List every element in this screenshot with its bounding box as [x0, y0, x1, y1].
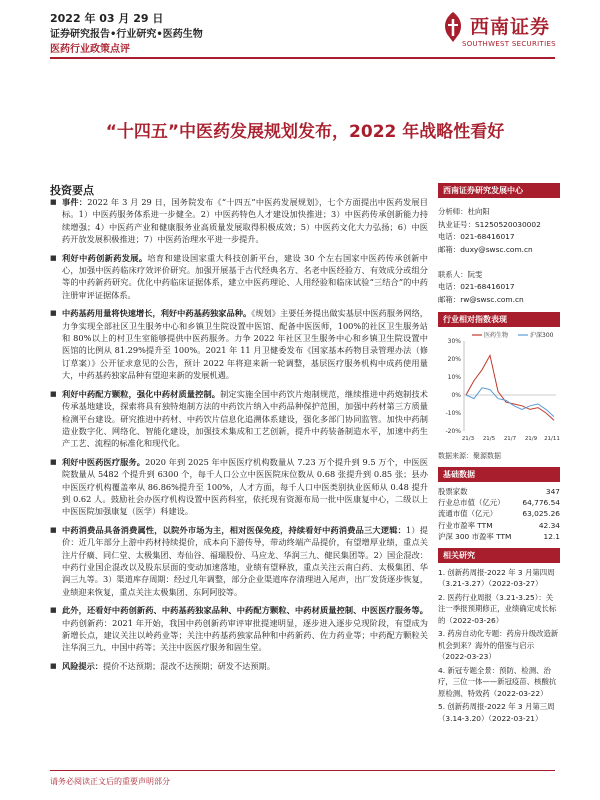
index-chart: [438, 327, 560, 449]
report-date: 2022 年 03 月 29 日: [50, 12, 164, 25]
related-item[interactable]: 1. 创新药周报-2022 年 3 月第四周（3.21-3.27）（2022-03-27）: [438, 567, 555, 589]
related-item[interactable]: 4. 新冠专题全景：预防、检测、治疗，三位一体——新冠疫苗、核酸抗原检测、特效药（2022-03-22）: [438, 665, 557, 698]
x-tick-label: 21/5: [482, 436, 496, 442]
index-chart-svg: [438, 327, 560, 449]
analyst-line: [438, 269, 560, 282]
footer-divider: [50, 770, 555, 771]
analyst-label: 电话：: [438, 232, 461, 241]
x-tick-label: 21/9: [524, 436, 538, 442]
analyst-value: 阮雯: [467, 269, 483, 279]
y-tick-label: 20%: [447, 356, 461, 363]
basic-data-label: 行业总市值（亿元）: [438, 498, 505, 508]
analyst-value: S1250520030002: [474, 219, 541, 229]
y-tick-label: 0%: [451, 392, 461, 399]
analyst-label: 执业证号：: [438, 219, 475, 229]
analyst-label: 联系人：: [438, 269, 468, 279]
analyst-line: [438, 206, 560, 219]
analyst-line: [438, 294, 560, 307]
analyst-line: [438, 231, 560, 244]
analysts-header: 西南证券研究发展中心: [438, 183, 560, 198]
basic-data-label: 股票家数: [438, 487, 468, 496]
bullet-lead: 此外，还看好中药创新药、中药基药独家品种、中药配方颗粒、中药材质量控制、中医医疗服务等。: [62, 605, 428, 616]
analyst-label: 邮箱：: [438, 244, 461, 254]
logo-name: 西南证券: [470, 16, 551, 38]
analyst-label: 邮箱：: [438, 294, 461, 304]
basic-data-label: 流通市值（亿元）: [438, 509, 498, 519]
bullet-item: [50, 660, 428, 672]
bullet-item: [50, 388, 428, 450]
analyst-list: [438, 206, 560, 306]
legend-label: 医药生物: [484, 332, 509, 339]
bullet-text: 2020 年到 2025 年中医医疗机构数量从 7.23 万个提升到 9.5 万个，中医医院数量从 5482 个提升到 6300 个，每千人口公立中医医院床位数从 0.68 张提升到 0.85 张；县办中医医疗机构覆盖率从 86.86%提升至 100%，人才方面，每千人口中医类别执业医师从 0.48 提升到 0.62 人。鼓励社会办医疗机构设置中医药科室，依托现有资源布局一批中医康复中心，二级以上中医医院加强康复（医学）科建设。: [62, 456, 428, 517]
bullet-text: 提价不达预期；混改不达预期；研发不达预期。: [102, 660, 275, 671]
logo-english: SOUTHWEST SECURITIES: [462, 40, 556, 48]
report-title: “十四五”中医药发展规划发布，2022 年战略性看好: [105, 122, 505, 142]
bullet-lead: 中药基药用量将快速增长，利好中药基药独家品种。: [62, 308, 252, 319]
chart-source: 数据来源：聚源数据: [438, 452, 501, 460]
bullet-lead: 事件：: [62, 197, 88, 207]
report-type: 证券研究报告•行业研究•医药生物: [50, 29, 203, 40]
report-category: 医药行业政策点评: [50, 44, 130, 55]
analyst-label: 电话：: [438, 282, 461, 291]
bullet-text: 1）提价：近几年部分上游中药材持续提价，成本向下游传导，带动终端产品提价，有望增厚业绩，重点关注片仔癀、同仁堂、太极集团、寿仙谷、福瑞股份、马应龙、华润三九、健民集团等。2）国企混改：中药行业国企混改以及股东层面的变动加速落地，业绩有望释放，重点关注云南白药、太极集团、华润三九等。3）渠道库存周期：经过几年调整，部分企业渠道库存清理进入尾声，出厂发货逐步恢复，业绩迎来恢复，重点关注太极集团、东阿阿胶等。: [62, 524, 428, 597]
analyst-line: [438, 281, 560, 294]
basic-data-value: 347: [545, 487, 560, 496]
x-tick-label: 21/7: [503, 436, 517, 442]
y-tick-label: -10%: [445, 410, 461, 417]
basic-data-label: 行业市盈率 TTM: [438, 520, 493, 530]
analyst-value: duxy@swsc.com.cn: [460, 244, 533, 254]
related-item[interactable]: 3. 药房自动化专题：药房升级改造新机会到来？海外的借鉴与启示（2022-03-23）: [438, 629, 559, 662]
header-divider: [50, 57, 555, 59]
sidebar: [438, 183, 560, 726]
bullet-item: [50, 604, 428, 654]
analyst-line: [438, 256, 560, 269]
related-item[interactable]: 5. 创新药周报-2022 年 3 月第三周（3.14-3.20）（2022-03-21）: [438, 702, 555, 723]
analyst-line: [438, 219, 560, 232]
bullet-lead: 利好中药创新药发展。: [62, 252, 148, 263]
bullet-lead: 利好中医药医疗服务。: [62, 456, 146, 467]
basic-data-row: [438, 486, 560, 497]
basic-data-row: [438, 520, 560, 531]
basic-data-header: 基础数据: [438, 467, 560, 482]
analyst-value: 021-68416017: [460, 282, 515, 291]
series-line: [466, 388, 554, 417]
legend-label: 沪深300: [530, 332, 554, 339]
bullet-item: [50, 307, 428, 381]
analyst-label: 分析师：: [438, 207, 468, 216]
analyst-line: [438, 244, 560, 257]
analyst-value: 021-68416017: [460, 232, 515, 241]
footer-disclaimer: 请务必阅读正文后的重要声明部分: [50, 777, 170, 786]
bullet-item: [50, 456, 428, 518]
section-title: 投资要点: [50, 184, 94, 197]
basic-data-value: 63,025.26: [522, 509, 560, 519]
bullet-text: 《规划》主要任务提出做实基层中医药服务网络，力争实现全部社区卫生服务中心和乡镇卫生院设置中医馆、配备中医医师，100%的社区卫生服务站和 80%以上的村卫生室能够提供中医药服务。力争 2022 年社区卫生服务中心和乡镇卫生院设置中医馆的比例从 81.29%提升至 100%。2021 年 11 月卫健委发布《国家基本药物目录管理办法（修订草案）》公开征求意见的公告，预计 2022 年将迎来新一轮调整，基层医疗服务机构中成药使用量大，中药基药独家品种有望迎来新的发展机遇。: [62, 308, 428, 381]
main-content: [50, 196, 428, 678]
bullet-text: 培育和建设国家重大科技创新平台，建设 30 个左右国家中医药传承创新中心，加强中医药临床疗效评价研究。加强开展基于古代经典名方、名老中医经验方、有效成分或组分等的中药新药研究。优化中药临床证据体系，建立中医药理论、人用经验和临床试验“三结合”的中药注册审评证据体系。: [62, 252, 428, 300]
y-tick-label: -20%: [445, 428, 461, 435]
y-tick-label: 10%: [447, 374, 461, 381]
series-line: [466, 355, 554, 420]
basic-data-table: [438, 486, 560, 542]
basic-data-value: 42.34: [538, 520, 560, 530]
bullet-text: 制定实施全国中药饮片炮制规范，继续推进中药炮制技术传承基地建设，探索将具有独特炮制方法的中药饮片纳入中药品种保护范围，加强中药材第三方质量检测平台建设。研究推进中药材、中药饮片信息化追溯体系建设，强化多部门协同监管。加快中药制造业数字化、网络化、智能化建设，加强技术集成和工艺创新，提升中药装备制造水平，加速中药生产工艺、流程的标准化和现代化。: [62, 388, 428, 449]
basic-data-value: 64,776.54: [522, 498, 560, 508]
analyst-value: rw@swsc.com.cn: [460, 294, 524, 304]
bullet-lead: 中药消费品具备消费属性，以院外市场为主，相对医保免疫，持续看好中药消费品三大逻辑：: [62, 524, 406, 535]
basic-data-row: [438, 497, 560, 508]
x-tick-label: 21/3: [461, 436, 475, 442]
x-tick-label: 21/11: [544, 436, 560, 442]
logo-emblem-icon: [440, 10, 466, 44]
related-header: 相关研究: [438, 548, 560, 563]
basic-data-label: 沪深 300 市盈率 TTM: [438, 531, 512, 541]
related-item[interactable]: 2. 医药行业周报（3.21-3.25）：关注一季报预期修正，业绩确定成长标的（2022-03-26）: [438, 592, 557, 625]
analyst-value: 杜向阳: [467, 207, 490, 216]
y-tick-label: 30%: [447, 338, 461, 345]
basic-data-value: 12.1: [543, 531, 560, 541]
basic-data-row: [438, 508, 560, 519]
bullet-item: [50, 524, 428, 598]
bullet-item: [50, 196, 428, 246]
chart-header: 行业相对指数表现: [438, 312, 560, 327]
bullet-text: 中药创新药：2021 年开始，我国中药创新药审评审批提速明显，逐步进入逐步兑现阶段，有望成为新增长点，建议关注以岭药业等；关注中药基药独家品种和中药新药、佐力药业等；中药配方颗粒关注华润三九、中国中药等；关注中医医疗服务和固生堂。: [62, 617, 428, 653]
bullet-lead: 利好中药配方颗粒，强化中药材质量控制。: [62, 388, 221, 399]
bullet-text: 2022 年 3 月 29 日，国务院发布《“十四五”中医药发展规划》，七个方面提出中医药发展目标。1）中医药服务体系进一步健全。2）中医药特色人才建设加快推进；3）中医药传承创新能力持续增强；4）中医药产业和健康服务业高质量发展取得积极成效；5）中医药文化大力弘扬；6）中医药开放发展积极推进；7）中医药治理水平进一步提升。: [62, 197, 428, 245]
related-list: [438, 567, 560, 725]
bullet-item: [50, 252, 428, 302]
basic-data-row: [438, 531, 560, 542]
bullet-lead: 风险提示：: [62, 660, 103, 671]
